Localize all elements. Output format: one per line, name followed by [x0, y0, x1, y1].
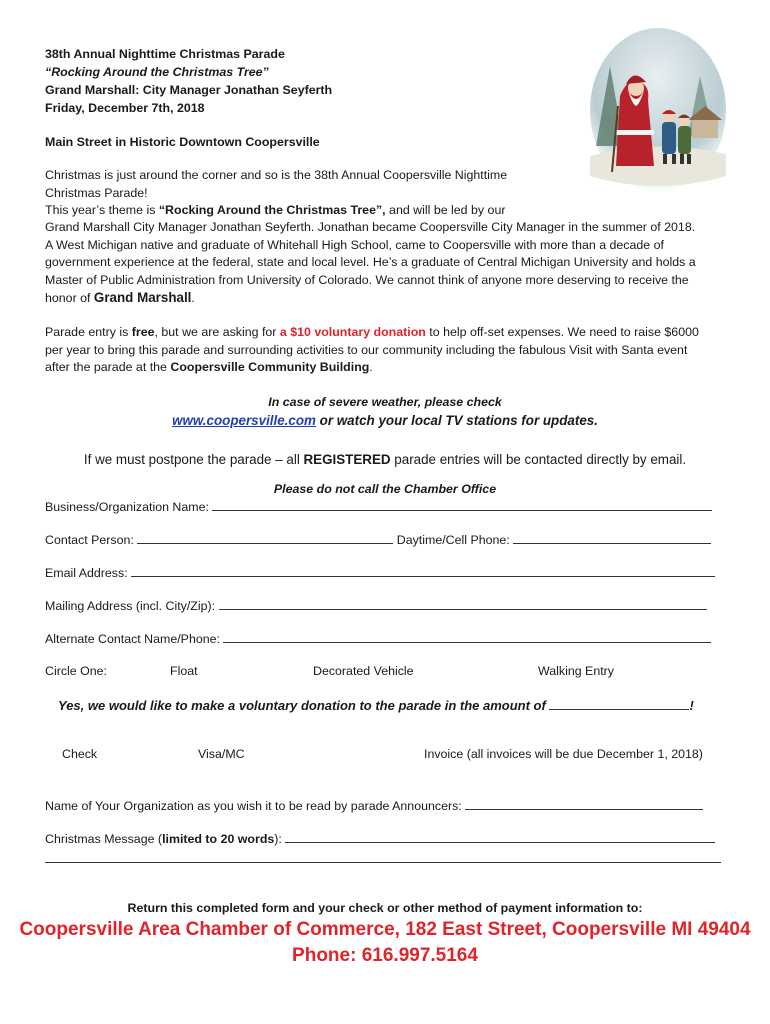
intro-line-1: Christmas is just around the corner and so is the 38th Annual Coopersville Nighttime [45, 168, 508, 182]
return-instructions: Return this completed form and your check or other method of payment information to: [127, 901, 643, 915]
intro-line-5: A West Michigan native and graduate of Whitehall High School, came to Coopersville with more than a decade of [45, 238, 664, 252]
chamber-phone: Phone: 616.997.5164 [292, 945, 478, 966]
christmas-message-row: Christmas Message (limited to 20 words): [45, 830, 715, 848]
option-decorated-vehicle[interactable]: Decorated Vehicle [313, 664, 414, 678]
christmas-message-line-2 [45, 850, 721, 868]
payment-visa-mc[interactable]: Visa/MC [198, 747, 245, 761]
email-row [45, 564, 715, 582]
phone-label: Daytime/Cell Phone: [396, 533, 510, 547]
business-name-row [45, 498, 712, 516]
contact-person-label: Contact Person: [45, 533, 134, 547]
intro-line-2: Christmas Parade! [45, 186, 148, 200]
option-float[interactable]: Float [170, 664, 198, 678]
org-announce-row [45, 797, 703, 815]
header-theme: “Rocking Around the Christmas Tree” [45, 65, 269, 79]
contact-person-field[interactable] [137, 531, 393, 544]
weather-line-1: In case of severe weather, please check [268, 395, 502, 409]
intro-line-8: honor of Grand Marshall. [45, 290, 195, 305]
alternate-contact-label: Alternate Contact Name/Phone: [45, 632, 220, 646]
circle-one-label: Circle One: [45, 664, 107, 678]
email-label: Email Address: [45, 566, 128, 580]
alternate-contact-row [45, 630, 711, 648]
mailing-row [45, 597, 707, 615]
donation-row: Yes, we would like to make a voluntary donation to the parade in the amount of ! [58, 698, 694, 713]
no-call-notice: Please do not call the Chamber Office [273, 482, 497, 496]
phone-field[interactable] [513, 531, 711, 544]
christmas-message-field[interactable] [285, 830, 715, 843]
header-line-1: 38th Annual Nighttime Christmas Parade [45, 47, 285, 61]
org-announce-label: Name of Your Organization as you wish it to be read by parade Announcers: [45, 799, 462, 813]
postpone-notice: If we must postpone the parade – all REGISTERED parade entries will be contacted directly by email. [83, 452, 687, 467]
payment-invoice[interactable]: Invoice (all invoices will be due December 1, 2018) [424, 747, 703, 761]
email-field[interactable] [131, 564, 715, 577]
fees-line-3: after the parade at the Coopersville Community Building. [45, 360, 373, 374]
christmas-message-field-2[interactable] [45, 850, 721, 863]
business-name-label: Business/Organization Name: [45, 500, 209, 514]
org-announce-field[interactable] [465, 797, 703, 810]
mailing-address-field[interactable] [219, 597, 707, 610]
header-location: Main Street in Historic Downtown Coopersville [45, 135, 320, 149]
header-date: Friday, December 7th, 2018 [45, 101, 205, 115]
contact-row [45, 531, 711, 549]
intro-line-6: government experience at the federal, state and local level. He’s a graduate of Central Michigan University and holds a [45, 255, 696, 269]
santa-illustration [588, 26, 728, 194]
fees-line-2: per year to bring this parade and surrounding activities to our community including the fabulous Visit with Santa event [45, 343, 688, 357]
mailing-address-label: Mailing Address (incl. City/Zip): [45, 599, 216, 613]
fees-line-1: Parade entry is free, but we are asking for a $10 voluntary donation to help off-set expenses. We need to raise $6000 [45, 325, 699, 339]
business-name-field[interactable] [212, 498, 712, 511]
intro-line-3: This year’s theme is “Rocking Around the Christmas Tree”, and will be led by our [45, 203, 506, 217]
alternate-contact-field[interactable] [223, 630, 711, 643]
donation-amount-field[interactable] [549, 698, 689, 710]
intro-line-7: Master of Public Administration from University of Colorado. We cannot think of anyone more deserving to receive the [45, 273, 689, 287]
header-grand-marshall: Grand Marshall: City Manager Jonathan Seyferth [45, 83, 333, 97]
payment-check[interactable]: Check [62, 747, 98, 761]
weather-line-2: www.coopersville.com or watch your local TV stations for updates. [172, 413, 598, 428]
option-walking-entry[interactable]: Walking Entry [538, 664, 614, 678]
coopersville-website-link[interactable]: www.coopersville.com [172, 413, 316, 428]
chamber-address: Coopersville Area Chamber of Commerce, 182 East Street, Coopersville MI 49404 [19, 919, 751, 940]
intro-line-4: Grand Marshall City Manager Jonathan Seyferth. Jonathan became Coopersville City Manager in the summer of 2018. [45, 220, 696, 234]
donation-text: Yes, we would like to make a voluntary donation to the parade in the amount of [58, 698, 550, 713]
